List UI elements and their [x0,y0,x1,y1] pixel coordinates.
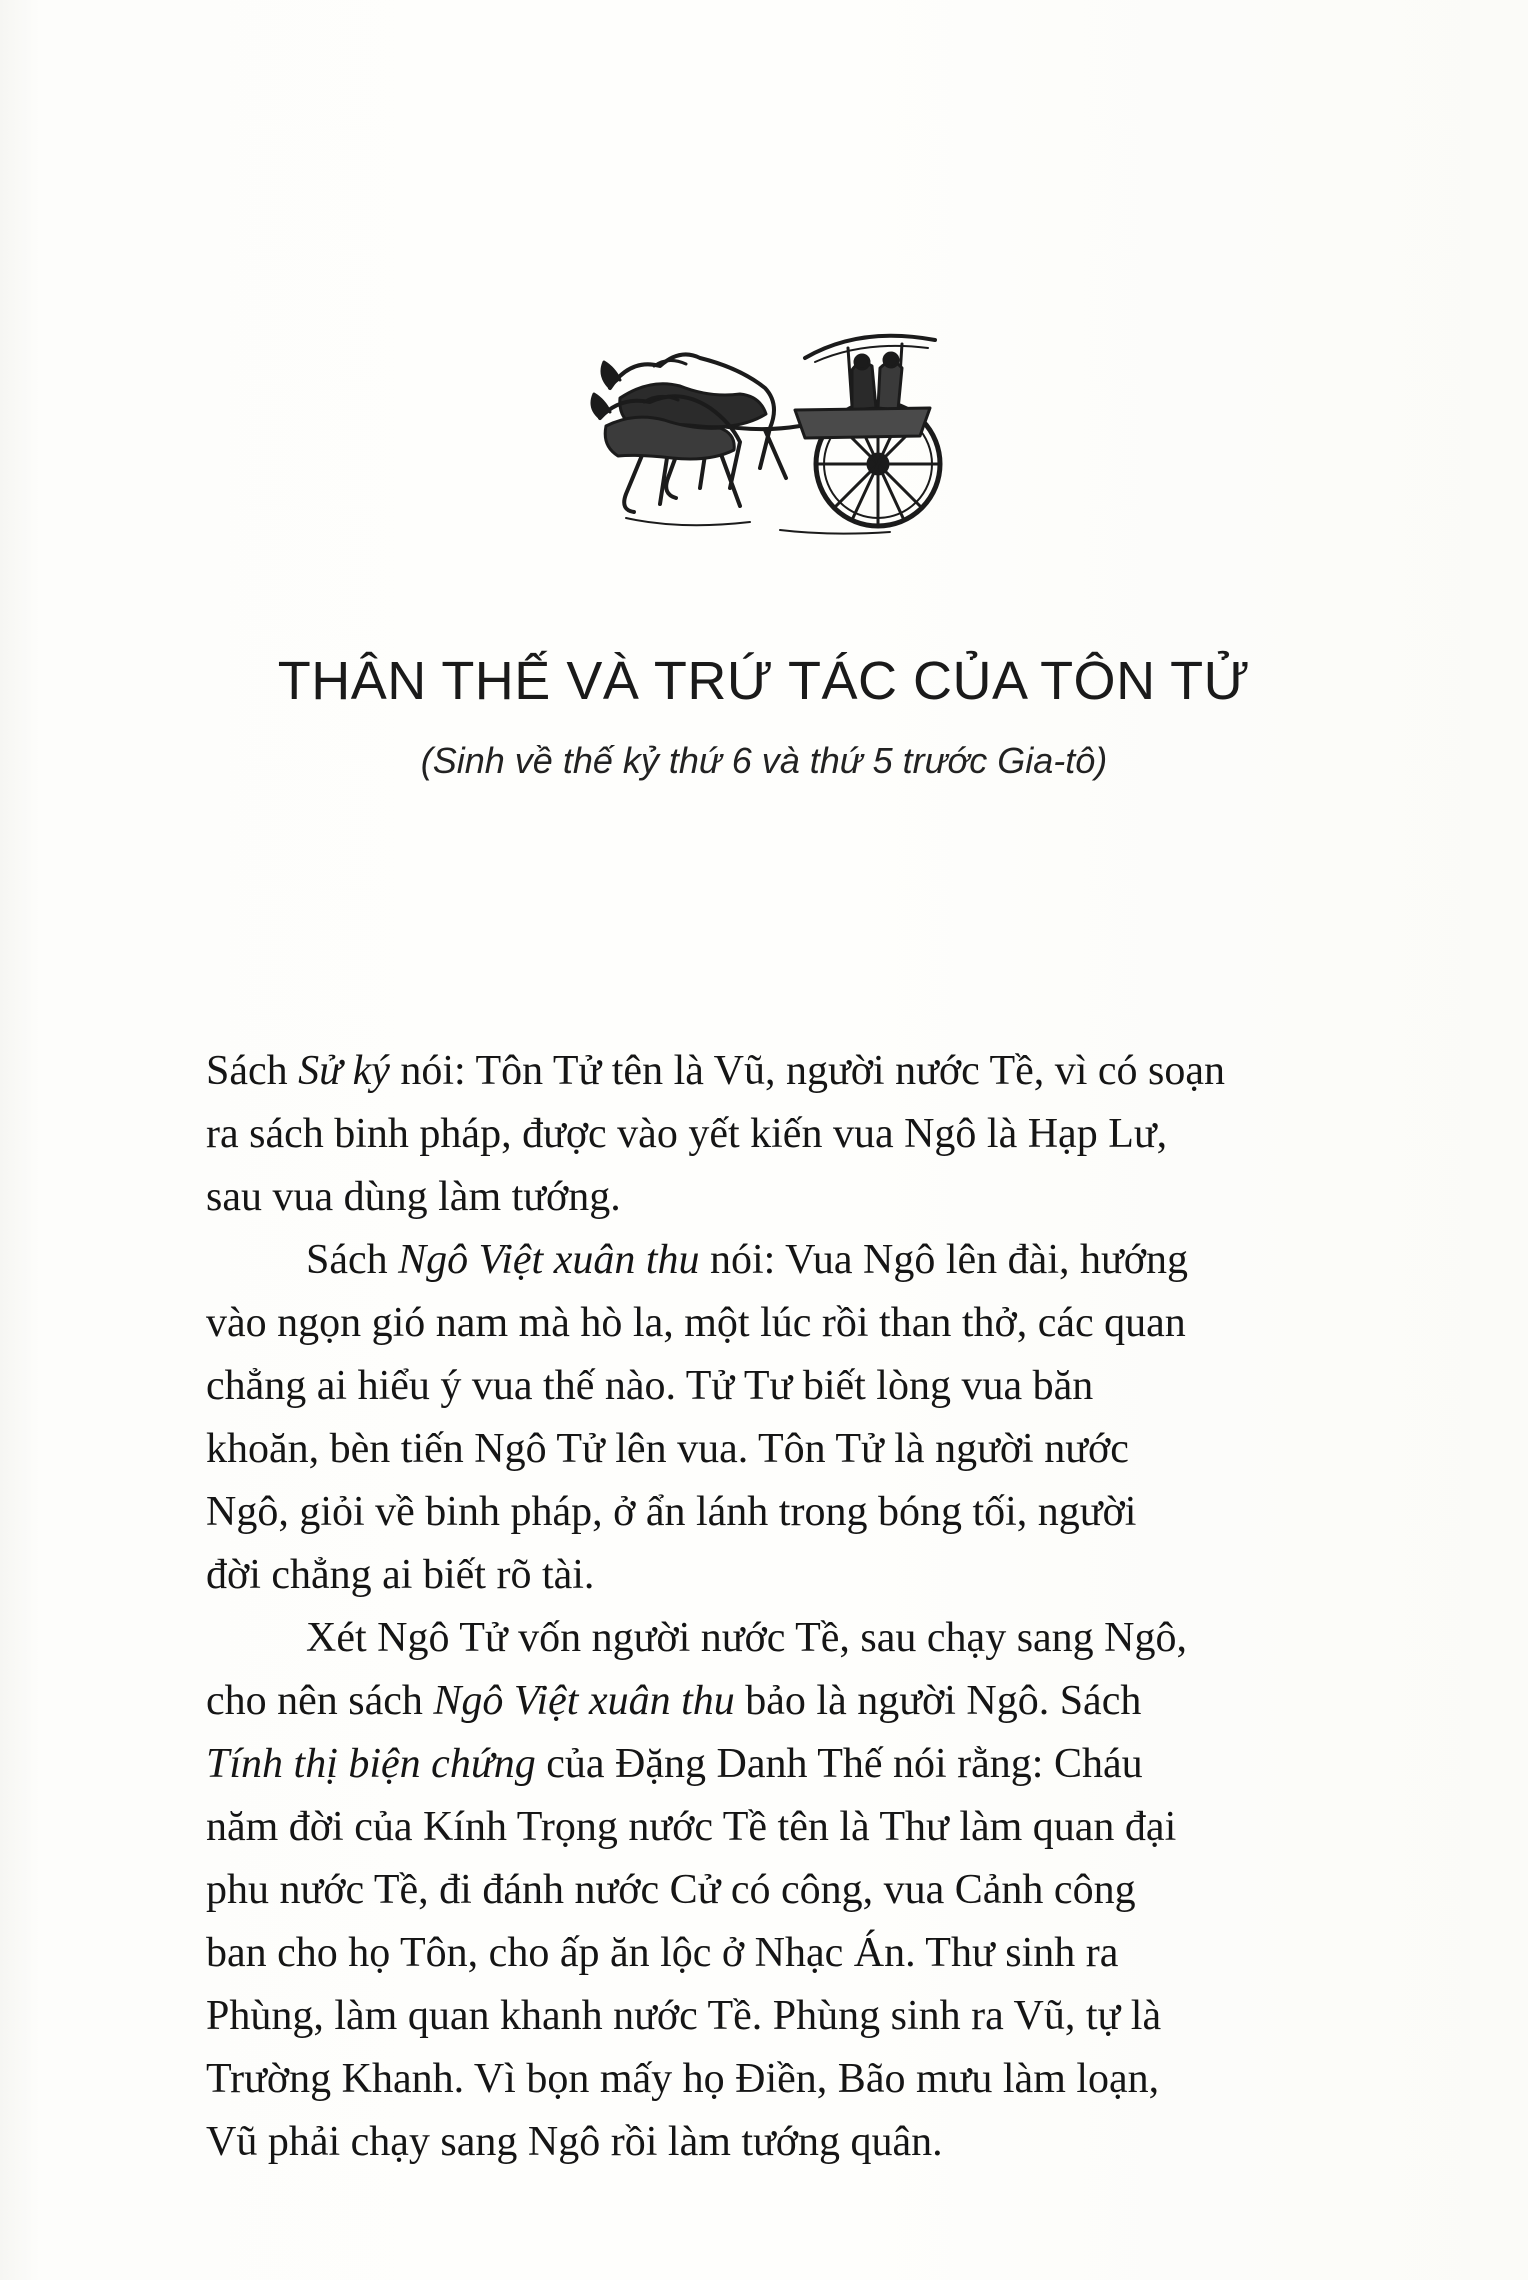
text-line: sau vua dùng làm tướng. [206,1174,621,1220]
text-line: khoăn, bèn tiến Ngô Tử lên vua. Tôn Tử là người nước [206,1426,1129,1472]
paragraph [206,1040,1366,1229]
text-line: đời chẳng ai biết rõ tài. [206,1552,595,1598]
chapter-subtitle: (Sinh về thế kỷ thứ 6 và thứ 5 trước Gia-tô) [420,740,1108,781]
body-text [206,1040,1366,2174]
text-line: năm đời của Kính Trọng nước Tề tên là Thư làm quan đại [206,1804,1177,1850]
text-line: Tính thị biện chứng của Đặng Danh Thế nói rằng: Cháu [206,1741,1143,1787]
text-line: ra sách binh pháp, được vào yết kiến vua Ngô là Hạp Lư, [206,1111,1168,1157]
text-line: Sách Ngô Việt xuân thu nói: Vua Ngô lên đài, hướng [306,1237,1188,1283]
text-line: Trường Khanh. Vì bọn mấy họ Điền, Bão mưu làm loạn, [206,2056,1160,2102]
text-line: cho nên sách Ngô Việt xuân thu bảo là người Ngô. Sách [206,1678,1142,1724]
text-line: Vũ phải chạy sang Ngô rồi làm tướng quân. [206,2119,943,2165]
text-line: Sách Sử ký nói: Tôn Tử tên là Vũ, người nước Tề, vì có soạn [206,1048,1226,1094]
paragraph [206,1229,1366,1607]
paragraph [206,1607,1366,2174]
text-line: Ngô, giỏi về binh pháp, ở ẩn lánh trong bóng tối, người [206,1489,1137,1535]
text-line: phu nước Tề, đi đánh nước Cử có công, vua Cảnh công [206,1867,1136,1913]
book-title-italic: Tính thị biện chứng [206,1741,536,1787]
text-line: vào ngọn gió nam mà hò la, một lúc rồi than thở, các quan [206,1300,1186,1346]
book-title-italic: Ngô Việt xuân thu [398,1237,700,1283]
text-line: ban cho họ Tôn, cho ấp ăn lộc ở Nhạc Án. Thư sinh ra [206,1930,1119,1976]
book-title-italic: Sử ký [298,1048,390,1094]
book-title-italic: Ngô Việt xuân thu [433,1678,735,1724]
text-line: Phùng, làm quan khanh nước Tề. Phùng sinh ra Vũ, tự là [206,1993,1162,2039]
text-line: chẳng ai hiểu ý vua thế nào. Tử Tư biết lòng vua băn [206,1363,1094,1409]
chapter-title: THÂN THẾ VÀ TRỨ TÁC CỦA TÔN TỬ [277,651,1251,711]
horse-chariot-illustration [590,318,970,538]
text-line: Xét Ngô Tử vốn người nước Tề, sau chạy sang Ngô, [306,1615,1188,1661]
